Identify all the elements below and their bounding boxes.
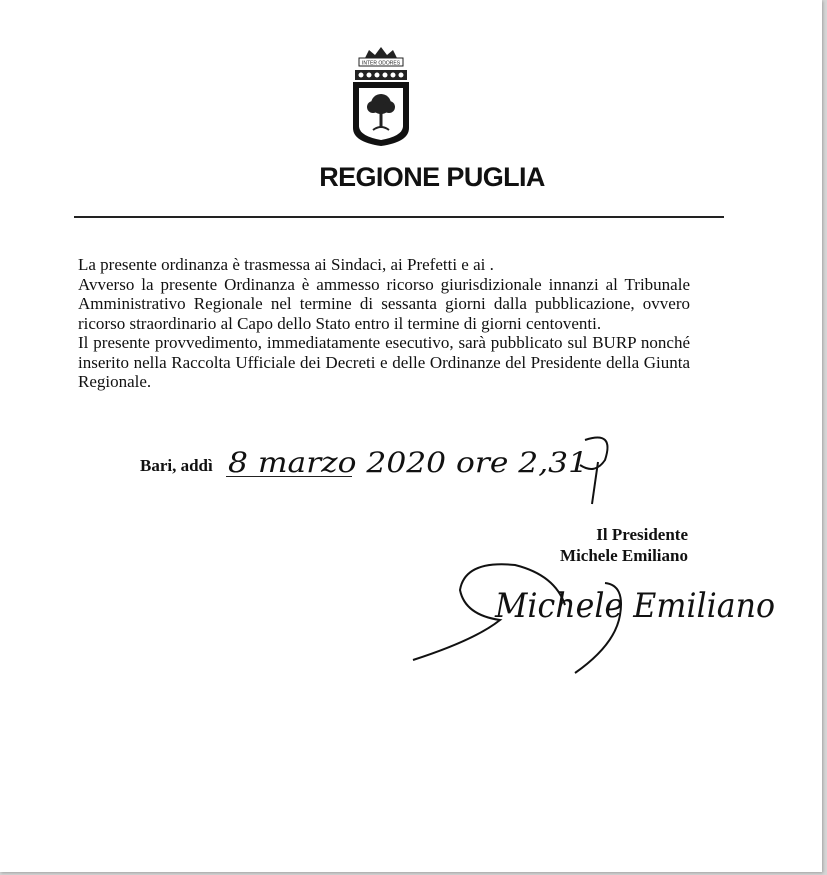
handwritten-date-text: 8 marzo 2020 ore 2,31	[228, 446, 588, 479]
document-body	[78, 255, 690, 392]
signature-text: Michele Emiliano	[494, 586, 775, 626]
date-label: Bari, addì	[140, 456, 213, 475]
body-paragraph-appeal: Avverso la presente Ordinanza è ammesso ricorso giurisdizionale innanzi al Tribunale Amministrativo Regionale nel termine di sessanta giorni dalla pubblicazione, ovvero ricorso straordinario al Capo dello Stato entro il termine di giorni centoventi.	[78, 274, 690, 333]
header-divider	[74, 216, 724, 218]
handwritten-date	[220, 420, 640, 520]
body-paragraph-transmission: La presente ordinanza è trasmessa ai Sindaci, ai Prefetti e ai .	[78, 255, 494, 274]
president-name: Michele Emiliano	[560, 546, 688, 565]
body-paragraph-publication: Il presente provvedimento, immediatamente esecutivo, sarà pubblicato sul BURP nonché inserito nella Raccolta Ufficiale dei Decreti e delle Ordinanze del Presidente della Giunta Regionale.	[78, 333, 690, 391]
president-title: Il Presidente	[596, 525, 688, 544]
emblem-banner-text: INTER ODORES	[361, 60, 401, 67]
regione-puglia-emblem-icon	[349, 44, 413, 148]
handwritten-signature	[405, 545, 785, 675]
region-title: REGIONE PUGLIA	[319, 162, 545, 192]
